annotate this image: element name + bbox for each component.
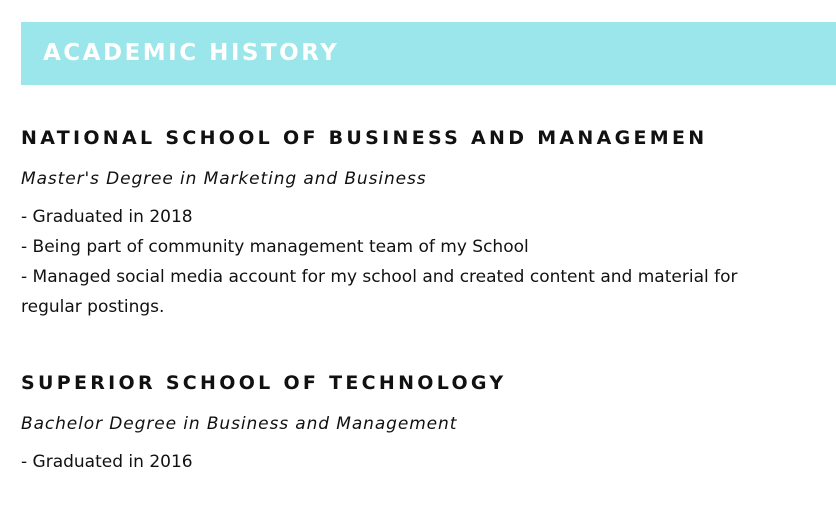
school-name: NATIONAL SCHOOL OF BUSINESS AND MANAGEMEN <box>21 127 708 149</box>
degree-title: Bachelor Degree in Business and Management <box>21 414 458 434</box>
education-entry-national-school <box>21 126 821 322</box>
detail-line: - Graduated in 2018 <box>21 207 193 227</box>
education-entry-superior-school <box>21 371 821 477</box>
entry-details <box>21 447 821 477</box>
detail-line: - Graduated in 2016 <box>21 452 193 472</box>
detail-line: regular postings. <box>21 297 165 317</box>
degree-title: Master's Degree in Marketing and Business <box>21 169 427 189</box>
entry-details <box>21 202 821 322</box>
detail-line: - Being part of community management team of my School <box>21 237 529 257</box>
detail-line: - Managed social media account for my school and created content and material for <box>21 267 738 287</box>
section-header <box>21 22 836 85</box>
school-name: SUPERIOR SCHOOL OF TECHNOLOGY <box>21 372 507 394</box>
section-title: ACADEMIC HISTORY <box>43 40 340 66</box>
